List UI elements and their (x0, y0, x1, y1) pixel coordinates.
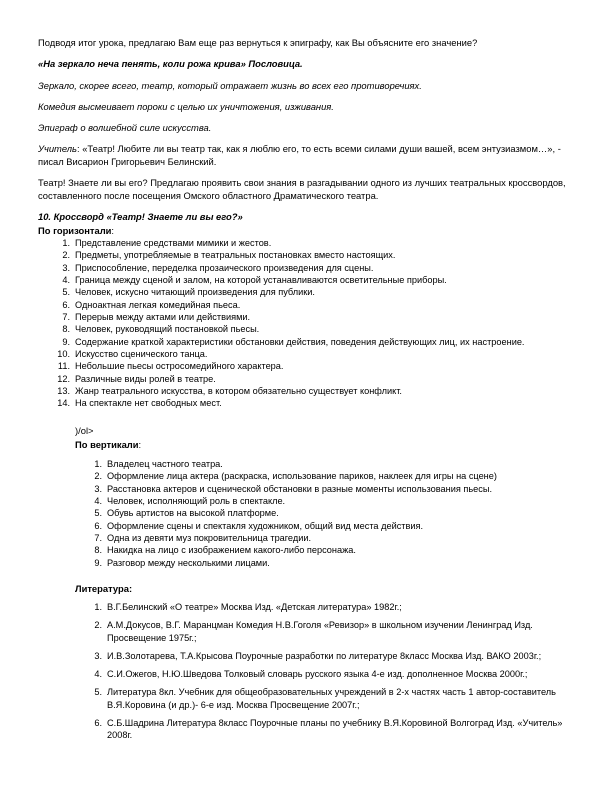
list-item-number: 8. (94, 545, 102, 556)
list-item-number: 7. (94, 533, 102, 544)
teacher-label: Учитель (38, 143, 77, 154)
horizontal-clue (54, 299, 525, 311)
list-item-text: На спектакле нет свободных мест. (75, 398, 222, 409)
list-item-text: Одна из девяти муз покровительница трагедии. (107, 533, 312, 544)
list-item-text: Человек, руководящий постановкой пьесы. (75, 324, 260, 335)
list-item-text: Искусство сценического танца. (75, 349, 208, 360)
list-item-number: 11. (57, 361, 70, 372)
list-item-number: 6. (62, 299, 70, 310)
list-item-text: Оформление лица актера (раскраска, использование париков, наклеек для игры на сцене) (107, 471, 497, 482)
list-item-number: 13. (57, 386, 70, 397)
horizontal-clues-list (54, 237, 525, 410)
literature-item (90, 650, 585, 663)
teacher-quote (38, 142, 578, 168)
vertical-heading-label: По вертикали (75, 439, 139, 450)
vertical-clue (90, 470, 497, 482)
horizontal-clue (54, 311, 525, 323)
list-item-number: 3. (62, 262, 70, 273)
list-item-number: 1. (94, 459, 102, 469)
list-item-text: Человек, исполняющий роль в спектакле. (107, 496, 286, 507)
list-item-number: 5. (94, 686, 102, 697)
horizontal-clue (54, 385, 525, 397)
list-item-number: 4. (62, 275, 70, 286)
list-item-text: Приспособление, переделка прозаического произведения для сцены. (75, 262, 374, 273)
vertical-heading (75, 438, 612, 451)
list-item-text: С.Б.Шадрина Литература 8класс Поурочные планы по учебнику В.Я.Коровиной Волгоград Изд. «Учитель» 2008г. (107, 717, 563, 741)
list-item-text: А.М.Докусов, В.Г. Маранцман Комедия Н.В.Гоголя «Ревизор» в школьном изучении Ленинград Изд. Просвещение 1975г.; (107, 620, 533, 643)
list-item-number: 9. (94, 557, 102, 568)
horizontal-heading (38, 224, 578, 237)
list-item-number: 1. (62, 238, 70, 248)
list-item-text: Разговор между несколькими лицами. (107, 557, 270, 568)
literature-item (90, 668, 585, 681)
list-item-text: Жанр театрального искусства, в котором обязательно существует конфликт. (75, 386, 402, 397)
horizontal-clue (54, 286, 525, 298)
list-item-number: 4. (94, 668, 102, 679)
list-item-number: 5. (94, 508, 102, 519)
list-item-text: Человек, искусно читающий произведения для публики. (75, 287, 315, 298)
list-item-text: Обувь артистов на высокой платформе. (107, 508, 279, 519)
list-item-text: Владелец частного театра. (107, 459, 223, 469)
vertical-clue (90, 520, 497, 532)
list-item-number: 2. (94, 471, 102, 482)
answer-mirror: Зеркало, скорее всего, театр, который отражает жизнь во всех его противоречиях. (38, 80, 422, 91)
list-item-number: 1. (94, 602, 102, 612)
intro-question: Подводя итог урока, предлагаю Вам еще раз вернуться к эпиграфу, как Вы объясните его значение? (38, 37, 478, 48)
vertical-clues-list (90, 458, 497, 569)
list-item-text: Представление средствами мимики и жестов. (75, 238, 272, 248)
list-item-text: Перерыв между актами или действиями. (75, 312, 251, 323)
list-item-number: 4. (94, 496, 102, 507)
list-item-text: И.В.Золотарева, Т.А.Крысова Поурочные разработки по литературе 8класс Москва Изд. ВАКО 2003г.; (107, 650, 542, 661)
list-item-number: 3. (94, 650, 102, 661)
vertical-clue (90, 483, 497, 495)
list-item-number: 2. (62, 250, 70, 261)
list-item-number: 10. (57, 349, 70, 360)
horizontal-clue (54, 373, 525, 385)
horizontal-clue (54, 249, 525, 261)
horizontal-heading-colon: : (111, 225, 115, 236)
literature-item (90, 601, 585, 614)
horizontal-clue (54, 237, 525, 249)
crossword-invite: Театр! Знаете ли вы его? Предлагаю проявить свои знания в разгадывании одного из лучших театральных кроссвордов, составленного после посещения Омского областного Драматического театра. (38, 177, 566, 202)
teacher-quote-text: : «Театр! Любите ли вы театр так, как я люблю его, то есть всеми силами души вашей, всем энтузиазмом…», - писал Висарион Григорьевич Белинский. (38, 143, 561, 168)
list-item-number: 6. (94, 717, 102, 728)
vertical-clue (90, 495, 497, 507)
list-item-number: 6. (94, 520, 102, 531)
epigraph-proverb: «На зеркало неча пенять, коли рожа крива» Пословица. (38, 58, 303, 69)
list-item-number: 12. (57, 373, 70, 384)
list-item-text: Различные виды ролей в театре. (75, 373, 216, 384)
horizontal-clue (54, 336, 525, 348)
horizontal-heading-label: По горизонтали (38, 225, 112, 236)
literature-item (90, 717, 585, 742)
list-item-number: 7. (62, 312, 70, 323)
stray-tag-text: )/ol> (75, 425, 94, 436)
list-item-number: 5. (62, 287, 70, 298)
list-item-text: Граница между сценой и залом, на которой устанавливаются осветительные приборы. (75, 275, 447, 286)
list-item-text: Накидка на лицо с изображением какого-либо персонажа. (107, 545, 356, 556)
list-item-text: Одноактная легкая комедийная пьеса. (75, 299, 241, 310)
list-item-number: 8. (62, 324, 70, 335)
list-item-number: 9. (62, 336, 70, 347)
vertical-clue (90, 532, 497, 544)
list-item-text: Содержание краткой характеристики обстановки действия, поведения действующих лиц, их настроение. (75, 336, 525, 347)
list-item-text: Предметы, употребляемые в театральных постановках вместо настоящих. (75, 250, 396, 261)
literature-list (90, 601, 585, 747)
horizontal-clue (54, 360, 525, 372)
list-item-text: Оформление сцены и спектакля художником, общий вид места действия. (107, 520, 424, 531)
section-title: 10. Кроссворд «Театр! Знаете ли вы его?» (38, 211, 243, 222)
list-item-text: Литература 8кл. Учебник для общеобразовательных учреждений в 2-х частях часть 1 автор-составитель В.Я.Коровина (и др.)- 6-е изд. Москва Просвещение 2007г.; (107, 686, 556, 710)
list-item-number: 3. (94, 483, 102, 494)
horizontal-clue (54, 274, 525, 286)
answer-comedy: Комедия высмеивает пороки с целью их уничтожения, изживания. (38, 101, 334, 112)
list-item-text: Небольшие пьесы остросомедийного характера. (75, 361, 284, 372)
vertical-clue (90, 507, 497, 519)
list-item-text: В.Г.Белинский «О театре» Москва Изд. «Детская литература» 1982г.; (107, 602, 402, 612)
vertical-clue (90, 557, 497, 569)
literature-item (90, 686, 585, 711)
literature-heading: Литература: (75, 583, 133, 594)
answer-epigraph: Эпиграф о волшебной силе искусства. (38, 122, 212, 133)
literature-item (90, 619, 585, 644)
list-item-text: Расстановка актеров и сценической обстановки в разные моменты использования пьесы. (107, 483, 492, 494)
vertical-clue (90, 458, 497, 470)
list-item-number: 14. (57, 398, 70, 409)
vertical-clue (90, 544, 497, 556)
horizontal-clue (54, 262, 525, 274)
list-item-number: 2. (94, 620, 102, 631)
horizontal-clue (54, 348, 525, 360)
list-item-text: С.И.Ожегов, Н.Ю.Шведова Толковый словарь русского языка 4-е изд. дополненное Москва 2000г.; (107, 668, 528, 679)
horizontal-clue (54, 323, 525, 335)
vertical-heading-colon: : (138, 439, 142, 450)
horizontal-clue (54, 397, 525, 409)
